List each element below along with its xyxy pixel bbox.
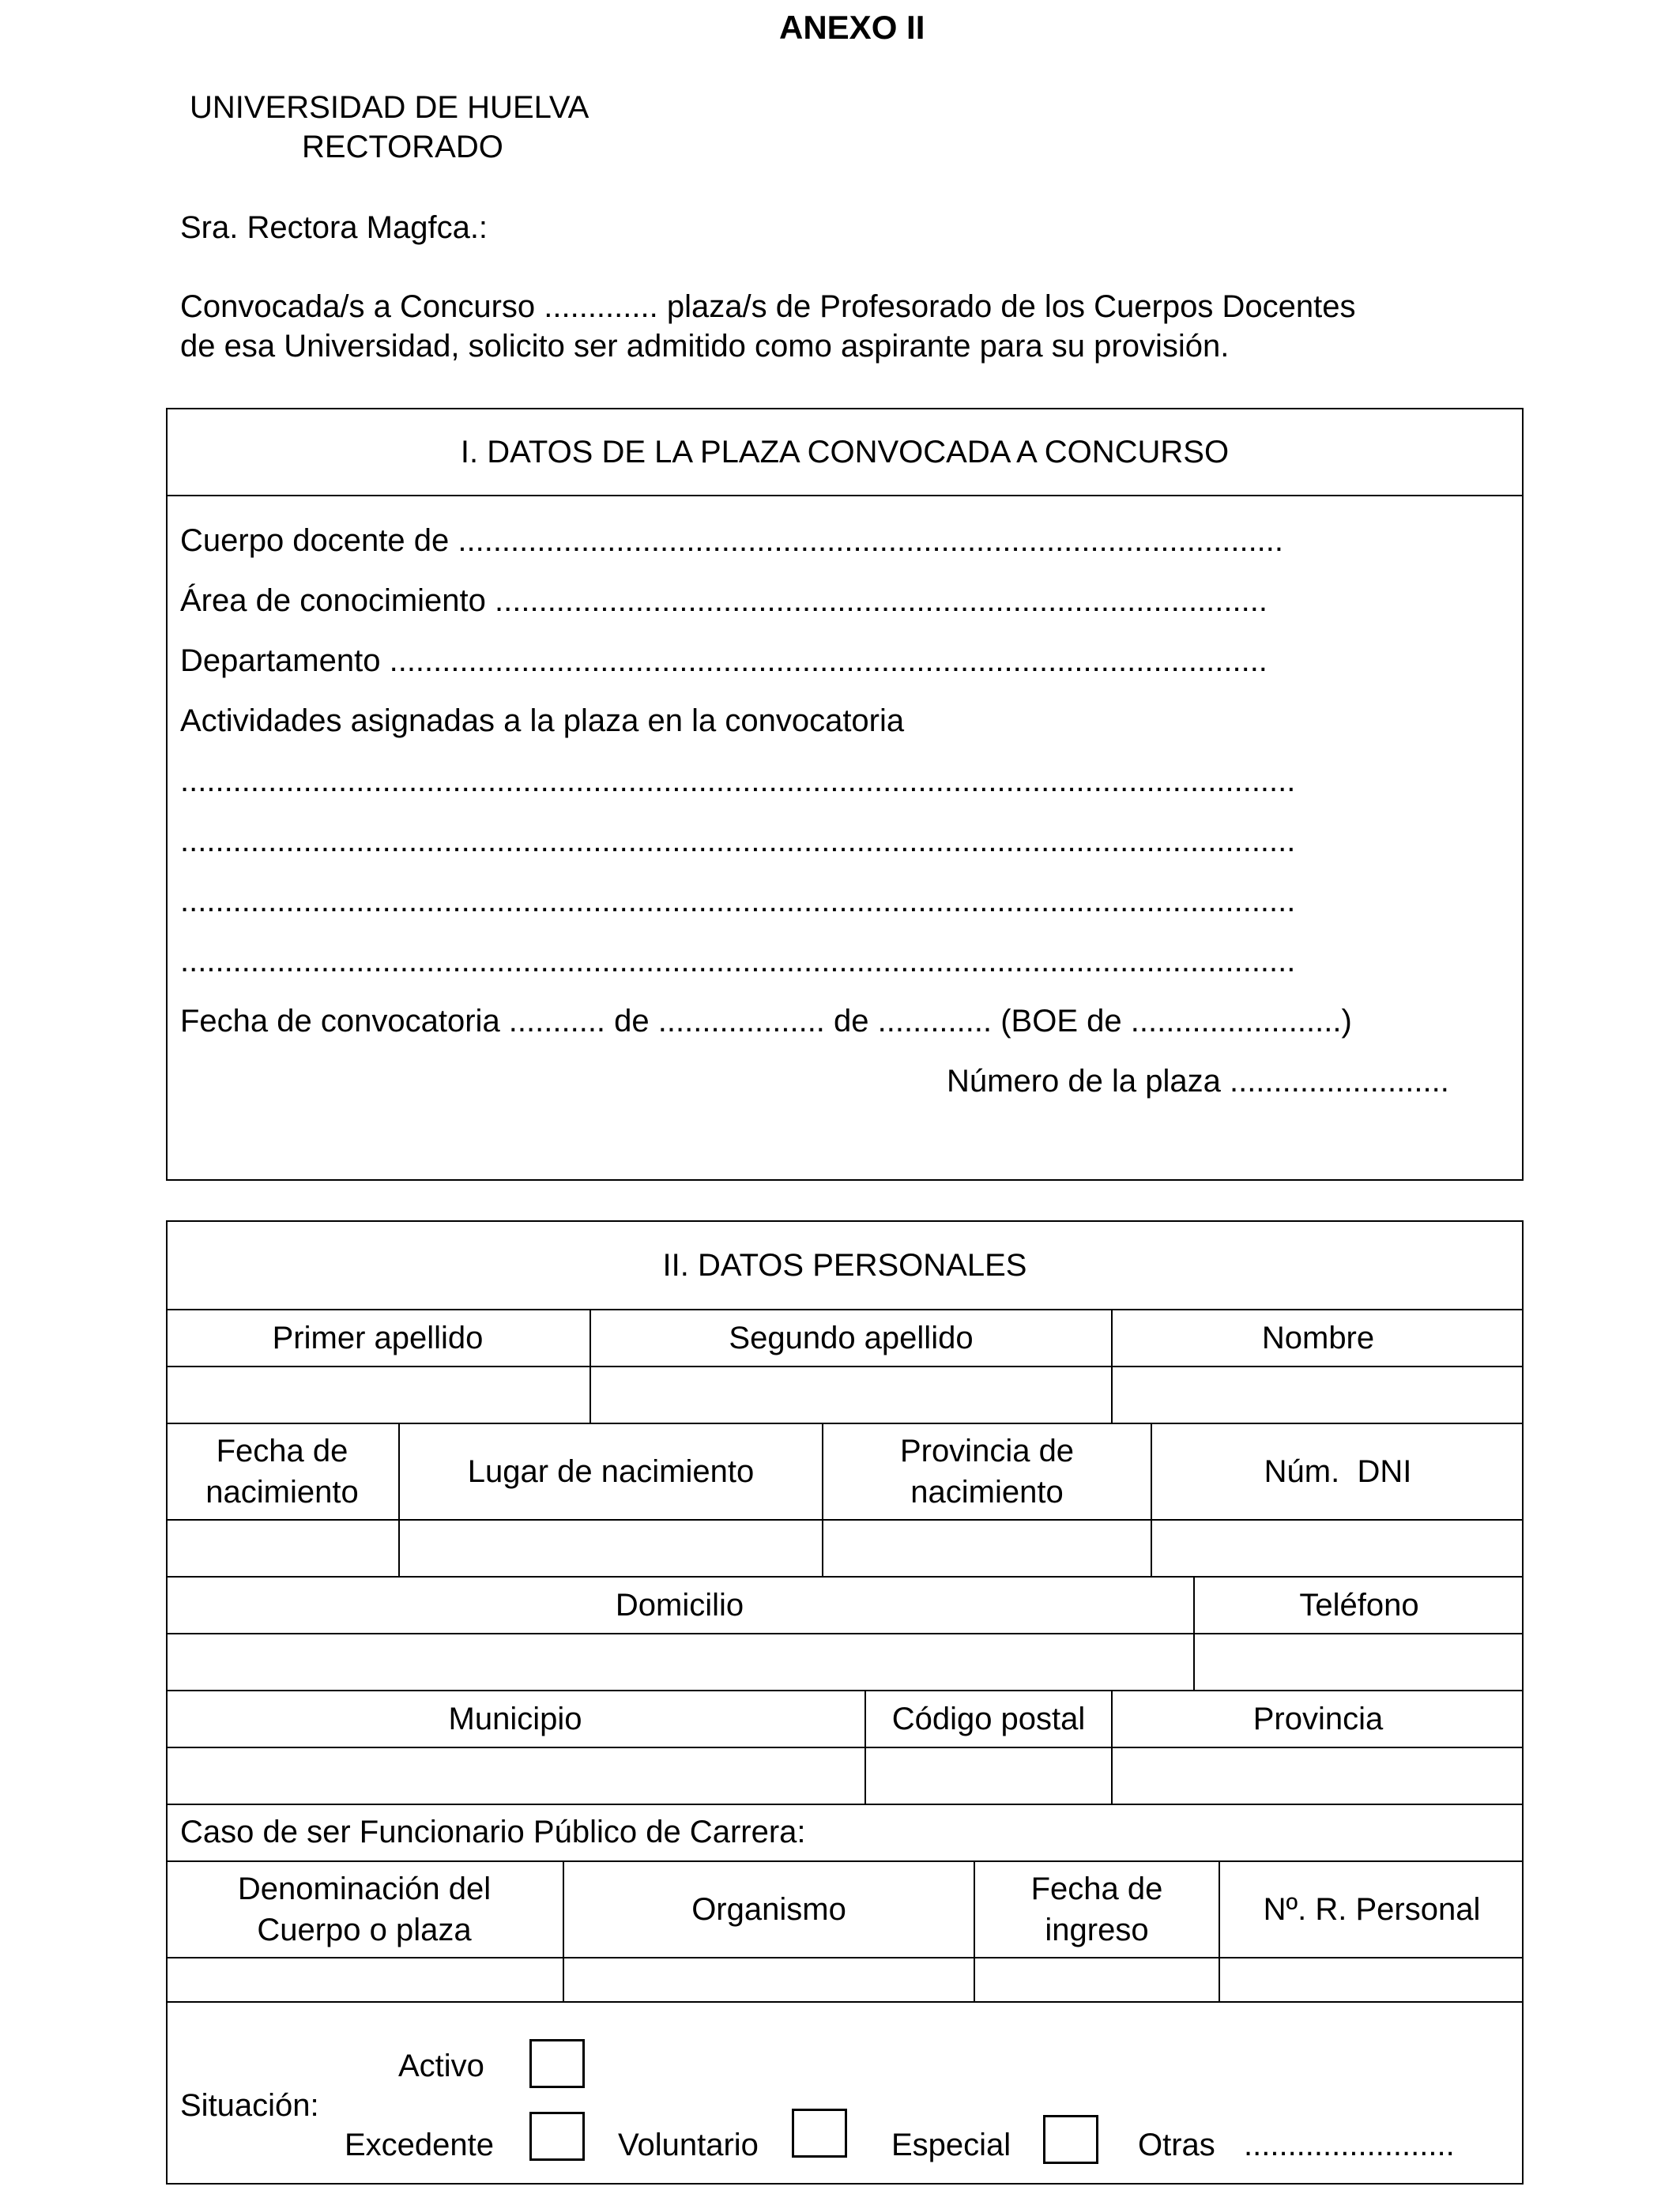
- funcionario-label: Caso de ser Funcionario Público de Carrera:: [180, 1815, 806, 1849]
- segundo-apellido-header: Segundo apellido: [729, 1321, 974, 1355]
- organismo-header: Organismo: [691, 1892, 846, 1927]
- nrp-input[interactable]: [1220, 1958, 1522, 2001]
- university-name: UNIVERSIDAD DE HUELVA: [190, 90, 590, 125]
- actividades-line-1[interactable]: ...............................................................................................................................: [180, 763, 1296, 798]
- telefono-input[interactable]: [1195, 1634, 1522, 1690]
- fecha-nacimiento-header: [166, 1424, 398, 1519]
- fecha-nacimiento-header-line1: Fecha de: [216, 1434, 348, 1468]
- cuerpo-docente-field[interactable]: Cuerpo docente de ..............................................................................................: [180, 523, 1284, 558]
- actividades-line-3[interactable]: ...............................................................................................................................: [180, 884, 1296, 918]
- intro-line-2: de esa Universidad, solicito ser admitido como aspirante para su provisión.: [180, 329, 1230, 364]
- nrp-header: Nº. R. Personal: [1263, 1892, 1481, 1927]
- denominacion-input[interactable]: [168, 1958, 563, 2001]
- nombre-header: Nombre: [1261, 1321, 1375, 1355]
- dni-input[interactable]: [1152, 1521, 1522, 1576]
- otras-label: Otras: [1138, 2128, 1215, 2162]
- provincia-input[interactable]: [1113, 1748, 1522, 1804]
- section1-divider: [166, 495, 1524, 496]
- domicilio-header: Domicilio: [615, 1588, 744, 1623]
- activo-label: Activo: [398, 2049, 484, 2083]
- voluntario-label: Voluntario: [618, 2128, 759, 2162]
- fecha-nacimiento-header-line2: nacimiento: [205, 1475, 359, 1510]
- excedente-label: Excedente: [345, 2128, 495, 2162]
- codigo-postal-header: Código postal: [891, 1702, 1086, 1736]
- actividades-label: Actividades asignadas a la plaza en la convocatoria: [180, 703, 905, 738]
- denominacion-header: [166, 1862, 563, 1957]
- primer-apellido-input[interactable]: [168, 1367, 590, 1423]
- section1-title: I. DATOS DE LA PLAZA CONVOCADA A CONCURSO: [460, 435, 1230, 469]
- provincia-nacimiento-header-line2: nacimiento: [910, 1475, 1064, 1510]
- especial-checkbox[interactable]: [1043, 2115, 1098, 2164]
- provincia-nacimiento-header: [823, 1424, 1151, 1519]
- fecha-ingreso-input[interactable]: [975, 1958, 1219, 2001]
- municipio-header: Municipio: [448, 1702, 582, 1736]
- actividades-line-4[interactable]: ...............................................................................................................................: [180, 944, 1296, 978]
- fecha-ingreso-header-line2: ingreso: [1045, 1913, 1149, 1947]
- table-rule: [166, 1804, 1524, 1805]
- departamento-field[interactable]: Departamento ....................................................................................................: [180, 643, 1268, 678]
- denominacion-header-line1: Denominación del: [237, 1872, 492, 1906]
- provincia-nacimiento-input[interactable]: [823, 1521, 1151, 1576]
- nombre-input[interactable]: [1113, 1367, 1522, 1423]
- codigo-postal-input[interactable]: [866, 1748, 1111, 1804]
- lugar-nacimiento-input[interactable]: [400, 1521, 822, 1576]
- area-conocimiento-field[interactable]: Área de conocimiento ........................................................................................: [180, 583, 1268, 618]
- especial-label: Especial: [891, 2128, 1011, 2162]
- situacion-label: Situación:: [180, 2088, 319, 2123]
- fecha-ingreso-header-line1: Fecha de: [1030, 1872, 1163, 1906]
- denominacion-header-line2: Cuerpo o plaza: [257, 1913, 472, 1947]
- numero-plaza-field[interactable]: Número de la plaza .........................: [947, 1064, 1449, 1099]
- fecha-ingreso-header: [975, 1862, 1219, 1957]
- activo-checkbox[interactable]: [529, 2039, 585, 2088]
- excedente-checkbox[interactable]: [529, 2112, 585, 2161]
- table-rule: [166, 2001, 1524, 2003]
- intro-line-1: Convocada/s a Concurso ............. plaza/s de Profesorado de los Cuerpos Docentes: [180, 289, 1356, 324]
- provincia-header: Provincia: [1252, 1702, 1384, 1736]
- annex-title: ANEXO II: [779, 9, 925, 46]
- greeting: Sra. Rectora Magfca.:: [180, 210, 488, 245]
- lugar-nacimiento-header: Lugar de nacimiento: [467, 1454, 755, 1489]
- primer-apellido-header: Primer apellido: [272, 1321, 484, 1355]
- section2-title: II. DATOS PERSONALES: [662, 1248, 1027, 1283]
- telefono-header: Teléfono: [1299, 1588, 1419, 1623]
- dni-header: Núm. DNI: [1264, 1454, 1412, 1489]
- municipio-input[interactable]: [168, 1748, 864, 1804]
- segundo-apellido-input[interactable]: [591, 1367, 1111, 1423]
- fecha-convocatoria-field[interactable]: Fecha de convocatoria ........... de ................... de ............. (BOE de ........................): [180, 1004, 1352, 1039]
- provincia-nacimiento-header-line1: Provincia de: [899, 1434, 1075, 1468]
- office-name: RECTORADO: [302, 130, 503, 164]
- fecha-nacimiento-input[interactable]: [168, 1521, 398, 1576]
- organismo-input[interactable]: [564, 1958, 974, 2001]
- voluntario-checkbox[interactable]: [792, 2109, 847, 2158]
- otras-field[interactable]: ........................: [1244, 2128, 1455, 2162]
- actividades-line-2[interactable]: ...............................................................................................................................: [180, 824, 1296, 858]
- domicilio-input[interactable]: [168, 1634, 1193, 1690]
